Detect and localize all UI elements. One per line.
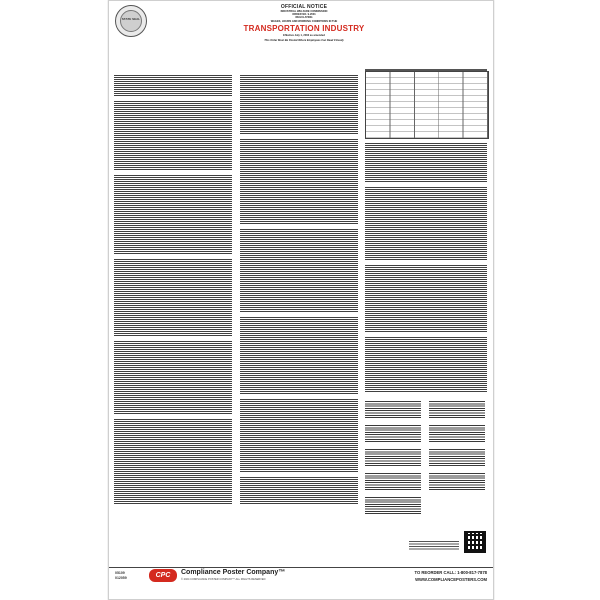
paragraph-gap xyxy=(114,171,232,174)
body-column-right xyxy=(365,143,487,393)
qr-code-icon xyxy=(464,531,486,553)
page-title: TRANSPORTATION INDUSTRY xyxy=(243,23,365,33)
minimum-wage-table xyxy=(365,71,489,139)
paragraph-gap xyxy=(240,225,358,228)
body-column-middle xyxy=(240,75,358,505)
seal-inner-ring xyxy=(120,10,142,32)
poster-code-1: 05109 xyxy=(115,571,125,575)
official-notice-heading: OFFICIAL NOTICE xyxy=(280,4,328,10)
paragraph-gap xyxy=(240,313,358,316)
poster-code-2: 012059 xyxy=(115,575,127,580)
paragraph-gap xyxy=(114,255,232,258)
paragraph-gap xyxy=(365,261,487,264)
paragraph-gap xyxy=(114,415,232,418)
state-seal-icon xyxy=(115,5,147,37)
paragraph-gap xyxy=(240,473,358,476)
paragraph-gap xyxy=(365,183,487,186)
reorder-phone: TO REORDER CALL: 1-800-817-7878 xyxy=(414,570,487,575)
contact-entry xyxy=(365,401,421,419)
paragraph-gap xyxy=(114,97,232,100)
company-logo-icon: CPC xyxy=(149,569,177,582)
contact-entry xyxy=(429,425,485,443)
paragraph-gap xyxy=(240,395,358,398)
copyright-text: © 2024 COMPLIANCE POSTER COMPANY™ ALL RIGHTS RESERVED xyxy=(181,578,266,581)
seal-label: STATE SEAL xyxy=(121,17,141,21)
body-text-lines xyxy=(114,75,232,505)
posting-notice: This Order Must Be Posted Where Employees Can Read It Easily xyxy=(264,38,344,42)
qr-caption-text xyxy=(409,541,459,551)
body-text-lines xyxy=(365,143,487,393)
company-name: Compliance Poster Company™ xyxy=(181,569,286,576)
paragraph-gap xyxy=(114,337,232,340)
agency-contact-list xyxy=(365,397,487,529)
regulating-label: REGULATING xyxy=(295,16,313,20)
contact-entry xyxy=(365,449,421,467)
subject-line: WAGES, HOURS AND WORKING CONDITIONS IN THE xyxy=(270,19,338,23)
poster-codes xyxy=(115,571,127,580)
footer-divider xyxy=(109,567,493,568)
body-text-lines xyxy=(240,75,358,505)
body-column-left xyxy=(114,75,232,505)
contact-entry xyxy=(429,401,485,419)
contact-entry xyxy=(365,425,421,443)
effective-date: Effective July 1, 2002 as amended xyxy=(283,33,325,37)
poster-header xyxy=(169,4,439,42)
company-website-link[interactable]: WWW.COMPLIANCEPOSTERS.COM xyxy=(415,577,487,582)
contact-entry xyxy=(365,473,421,491)
contact-entry xyxy=(429,473,485,491)
contact-entry xyxy=(365,497,421,515)
contact-entry xyxy=(429,449,485,467)
poster-document xyxy=(108,0,494,600)
paragraph-gap xyxy=(365,333,487,336)
order-number: ORDER NO. 9-2001 xyxy=(292,13,316,17)
paragraph-gap xyxy=(240,135,358,138)
commission-name: INDUSTRIAL WELFARE COMMISSION xyxy=(280,10,328,13)
